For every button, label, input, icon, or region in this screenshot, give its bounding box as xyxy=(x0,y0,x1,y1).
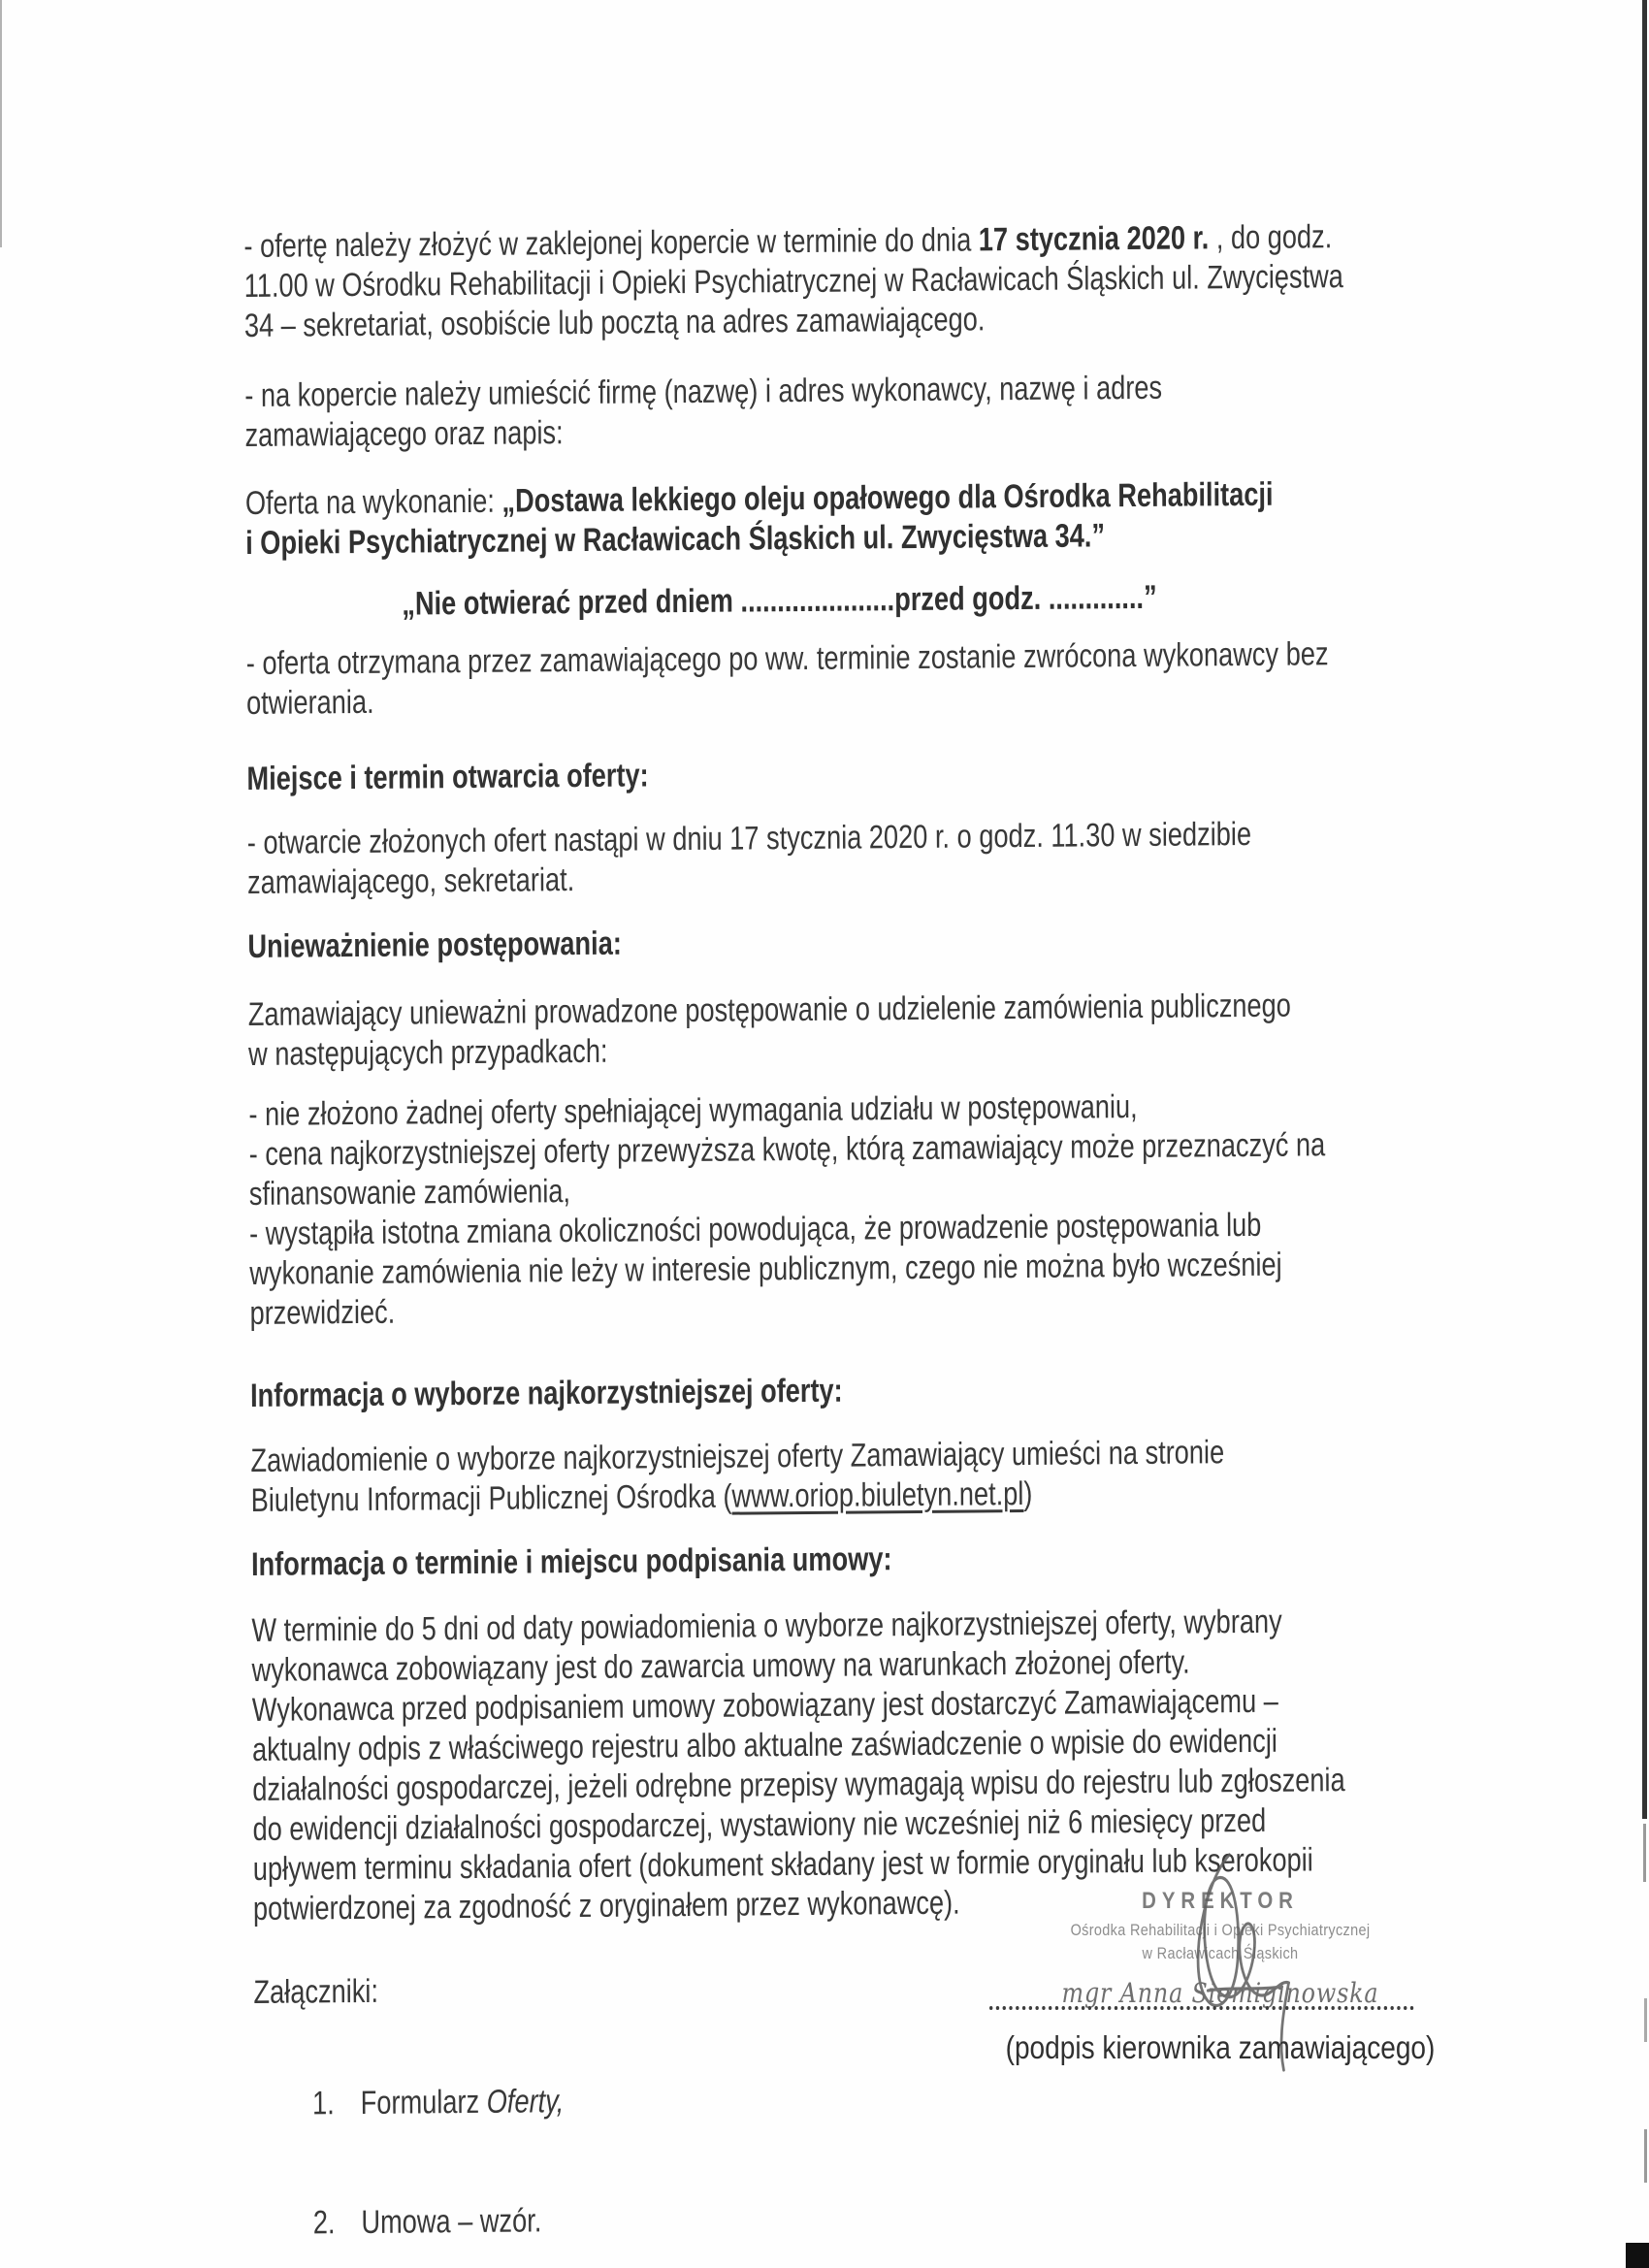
paragraph-late-offer: - oferta otrzymana przez zamawiającego po ww. terminie zostanie zwrócona wykonawcy bez otwierania. xyxy=(245,635,1329,722)
scan-edge-dash-2 xyxy=(1644,1998,1647,2042)
attachment-1-italic: Oferty, xyxy=(486,2083,565,2121)
attachment-1-label: Formularz xyxy=(360,2083,487,2122)
best-offer-notice-text: Zawiadomienie o wyborze najkorzystniejszej oferty Zamawiający umieści na stronie Biuletynu Informacji Publicznej Ośrodka ( xyxy=(250,1434,1225,1519)
signature-caption: (podpis kierownika zamawiającego) xyxy=(1005,2029,1436,2065)
stamp-org-line: Ośrodka Rehabilitacji i Opieki Psychiatrycznej xyxy=(1070,1921,1371,1939)
list-item-number: 2. xyxy=(312,2204,336,2242)
offer-title-label: Oferta na wykonanie: xyxy=(244,482,502,522)
signature-block xyxy=(989,1882,1451,2115)
offer-title-quoted: „Dostawa lekkiego oleju opałowego dla Ośrodka Rehabilitacji i Opieki Psychiatrycznej w Racławicach Śląskich ul. Zwycięstwa 34.” xyxy=(245,475,1274,562)
offer-deadline-date: 17 stycznia 2020 r. xyxy=(978,219,1210,259)
heading-annulment: Unieważnienie postępowania: xyxy=(247,924,622,965)
paragraph-offer-title xyxy=(245,473,1478,564)
paragraph-best-offer-notice xyxy=(250,1431,1483,1521)
stamp-location-line: w Racławicach Śląskich xyxy=(1142,1944,1299,1962)
paragraph-annulment-intro: Zamawiający unieważni prowadzone postępowanie o udzielenie zamówienia publicznego w następujących przypadkach: xyxy=(247,987,1291,1073)
scan-edge-line-left xyxy=(0,0,2,247)
list-item-attachment-2 xyxy=(255,2193,1488,2244)
scan-corner-blob xyxy=(1626,2243,1649,2268)
offer-submission-text-cont: , do godz. 11.00 w Ośrodku Rehabilitacji i Opieki Psychiatrycznej w Racławicach Śląskich ul. Zwycięstwa 34 – sekretariat, osobiście lub pocztą na adres zamawiającego. xyxy=(243,218,1343,344)
best-offer-notice-close: ) xyxy=(1023,1474,1033,1513)
scan-edge-dash-1 xyxy=(1643,1824,1646,1882)
paragraph-envelope-marking: - na kopercie należy umieścić firmę (nazwę) i adres wykonawcy, nazwę i adres zamawiającego oraz napis: xyxy=(244,369,1163,454)
attachments-label: Załączniki: xyxy=(253,1972,379,2011)
heading-opening-place-time: Miejsce i termin otwarcia oferty: xyxy=(246,757,649,797)
attachment-2-label: Umowa – wzór. xyxy=(361,2202,542,2241)
paragraph-offer-submission xyxy=(243,216,1476,346)
signature-dotted-line xyxy=(989,1993,1414,2010)
heading-best-offer-info: Informacja o wyborze najkorzystniejszej oferty: xyxy=(249,1372,843,1414)
paragraph-contract-terms: W terminie do 5 dni od daty powiadomienia o wyborze najkorzystniejszej oferty, wybrany wykonawca zobowiązany jest do zawarcia umowy na warunkach złożonej oferty. Wykonawca przed podpisaniem umowy zobowiązany jest dostarczyć Zamawiającemu – aktualny odpis z właściwego rejestru albo aktualne zaświadczenie o wpisie do ewidencji działalności gospodarczej, jeżeli odrębne przepisy wymagają wpisu do rejestru lub zgłoszenia do ewidencji działalności gospodarczej, wystawiony nie wcześniej niż 6 miesięcy przed upływem terminu składania ofert (dokument składany jest w formie oryginału lub kserokopii potwierdzonej za zgodność z oryginałem przez wykonawcę). xyxy=(251,1603,1345,1928)
bip-url-link[interactable]: www.oriop.biuletyn.net.pl xyxy=(731,1475,1024,1515)
signed-name: mgr Anna Siemiginowska xyxy=(1061,1977,1379,2009)
stamp-director-title: DYREKTOR xyxy=(1142,1888,1299,1914)
paragraph-opening-info: - otwarcie złożonych ofert nastąpi w dniu 17 stycznia 2020 r. o godz. 11.30 w siedzibie zamawiającego, sekretariat. xyxy=(246,815,1252,901)
envelope-warning-line: „Nie otwierać przed dniem .....................przed godz. .............” xyxy=(402,578,1157,623)
paragraph-annulment-cases: - nie złożono żadnej oferty spełniającej wymagania udziału w postępowaniu, - cena najkorzystniejszej oferty przewyższa kwotę, którą zamawiający może przeznaczyć na sfinansowanie zamówienia, - wystąpiła istotna zmiana okoliczności powodująca, że prowadzenie postępowania lub wykonanie zamówienia nie leży w interesie publicznym, czego nie można było wcześniej przewidzieć. xyxy=(248,1087,1326,1332)
list-item-text xyxy=(361,2201,541,2243)
list-item-number: 1. xyxy=(312,2085,335,2122)
scan-edge-dash-3 xyxy=(1644,2129,1647,2183)
offer-submission-text: - ofertę należy złożyć w zaklejonej kopercie w terminie do dnia xyxy=(243,221,979,265)
list-item-text xyxy=(361,2082,565,2123)
scan-edge-line-right xyxy=(1642,0,1647,1819)
heading-contract-signing: Informacja o terminie i miejscu podpisania umowy: xyxy=(250,1540,892,1583)
